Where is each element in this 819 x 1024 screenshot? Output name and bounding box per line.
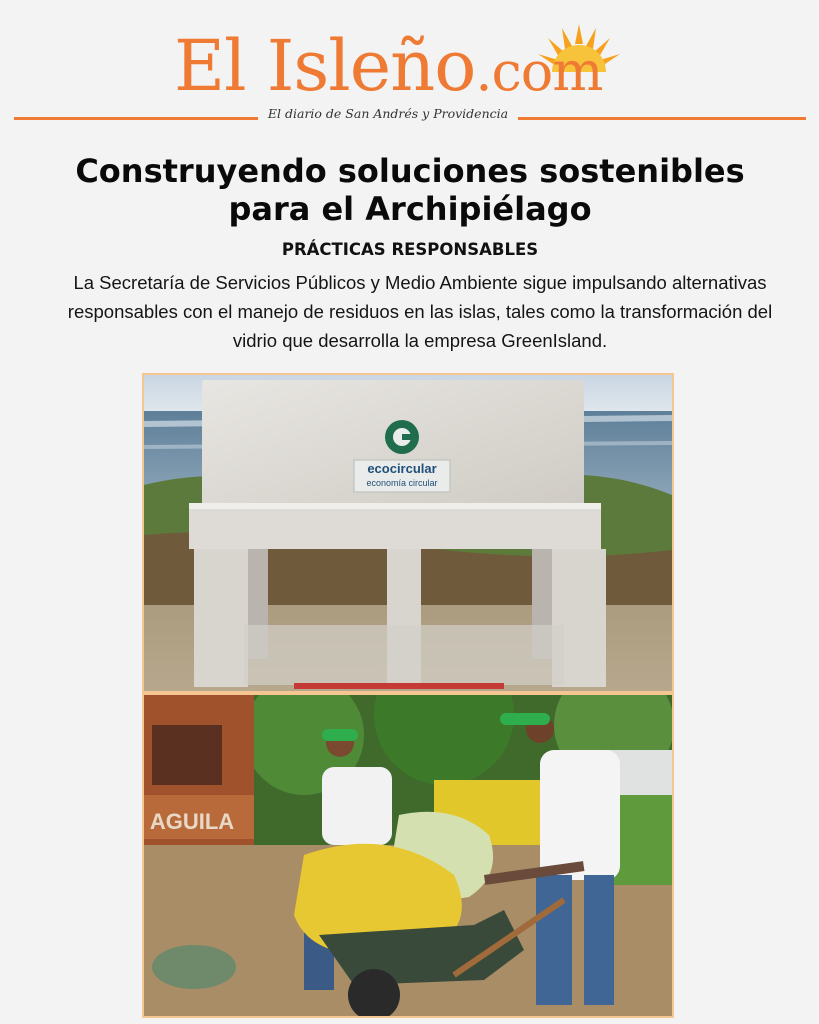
masthead-tagline: El diario de San Andrés y Providencia [267,106,509,121]
photo-workers-wheelbarrow[interactable] [144,695,672,1016]
article-headline: Construyendo soluciones sostenibles para el Archipiélago [75,152,745,228]
masthead [0,0,819,140]
article-kicker: PRÁCTICAS RESPONSABLES [281,240,539,259]
article-lead: La Secretaría de Servicios Públicos y Medio Ambiente sigue impulsando alternativas responsables con el manejo de residuos en las islas, tales como la transformación del vidrio que desarrolla la empresa GreenIsland. [67,272,773,351]
wall-sign: AGUILA [149,809,235,834]
bench-logo-title: ecocircular [367,461,437,476]
logo-suffix: .com [475,40,603,103]
masthead-rule-right [518,117,806,120]
logo-main: El Isleño [174,25,476,107]
bench-logo-subtitle: economía circular [366,478,438,488]
masthead-rule-left [14,117,258,120]
photo-recycled-bench[interactable] [144,375,672,691]
site-logo[interactable] [174,22,654,112]
logo-wordmark [174,26,602,112]
photo-collage [142,373,674,1018]
